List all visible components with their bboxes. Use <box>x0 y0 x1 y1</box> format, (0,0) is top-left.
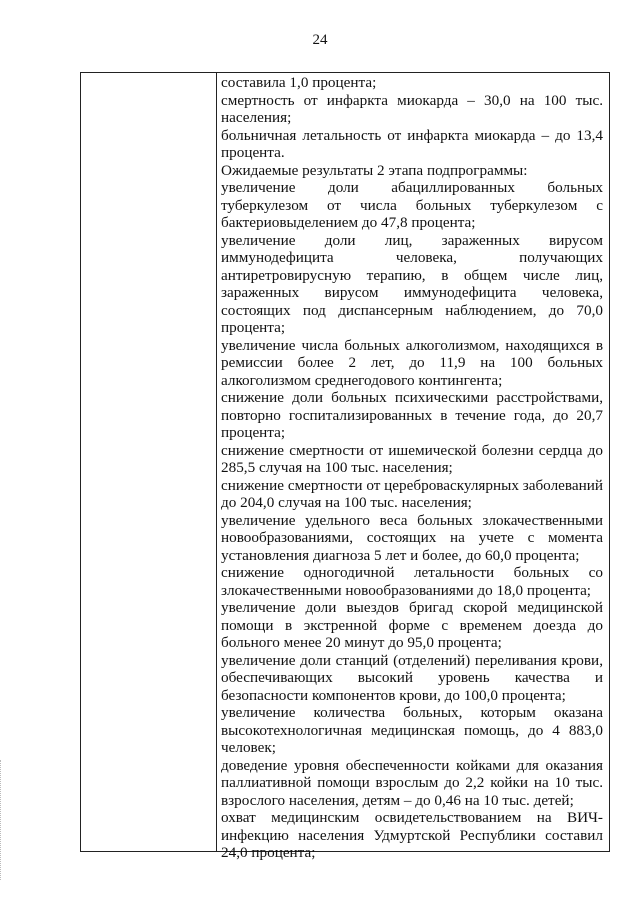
paragraph: охват медицинским освидетельствованием на ВИЧ-инфекцию населения Удмуртской Республики составил 24,0 процента; <box>221 809 603 861</box>
paragraph: доведение уровня обеспеченности койками для оказания паллиативной помощи взрослым до 2,2 койки на 10 тыс. взрослого населения, детям – до 0,46 на 10 тыс. детей; <box>221 756 603 809</box>
table-right-column <box>217 73 609 861</box>
page-number: 24 <box>312 32 328 48</box>
paragraph: увеличение удельного веса больных злокачественными новообразованиями, состоящих на учете с момента установления диагноза 5 лет и более, до 60,0 процента; <box>221 511 603 564</box>
paragraph: увеличение количества больных, которым оказана высокотехнологичная медицинская помощь, до 4 883,0 человек; <box>221 704 603 756</box>
paragraph: составила 1,0 процента; <box>221 74 377 91</box>
scan-edge-mark <box>0 760 4 880</box>
paragraph: увеличение доли абациллированных больных туберкулезом от числа больных туберкулезом с бактериовыделением до 47,8 процента; <box>221 179 603 231</box>
table-left-column <box>81 73 217 851</box>
paragraph: больничная летальность от инфаркта миокарда – до 13,4 процента. <box>221 126 603 161</box>
paragraph: увеличение доли выездов бригад скорой медицинской помощи в экстренной форме с временем доезда до больного менее 20 минут до 95,0 процента; <box>221 599 603 651</box>
paragraph: снижение доли больных психическими расстройствами, повторно госпитализированных в течение года, до 20,7 процента; <box>221 389 603 441</box>
paragraph-heading: Ожидаемые результаты 2 этапа подпрограммы: <box>221 161 528 179</box>
paragraph: увеличение доли лиц, зараженных вирусом иммунодефицита человека, получающих антиретровирусную терапию, в общем числе лиц, зараженных вирусом иммунодефицита человека, состоящих под диспансерным наблюдением, до 70,0 процента; <box>221 231 603 336</box>
document-table <box>80 72 610 861</box>
paragraph: снижение смертности от цереброваскулярных заболеваний до 204,0 случая на 100 тыс. населения; <box>221 476 603 511</box>
paragraph: снижение смертности от ишемической болезни сердца до 285,5 случая на 100 тыс. населения; <box>221 441 603 476</box>
paragraph: снижение одногодичной летальности больных со злокачественными новообразованиями до 18,0 процента; <box>221 564 603 599</box>
paragraph: смертность от инфаркта миокарда – 30,0 на 100 тыс. населения; <box>221 91 603 126</box>
paragraph: увеличение числа больных алкоголизмом, находящихся в ремиссии более 2 лет, до 11,9 на 100 больных алкоголизмом среднегодового контингента; <box>221 336 603 389</box>
paragraph: увеличение доли станций (отделений) переливания крови, обеспечивающих высокий уровень качества и безопасности компонентов крови, до 100,0 процента; <box>221 651 603 704</box>
